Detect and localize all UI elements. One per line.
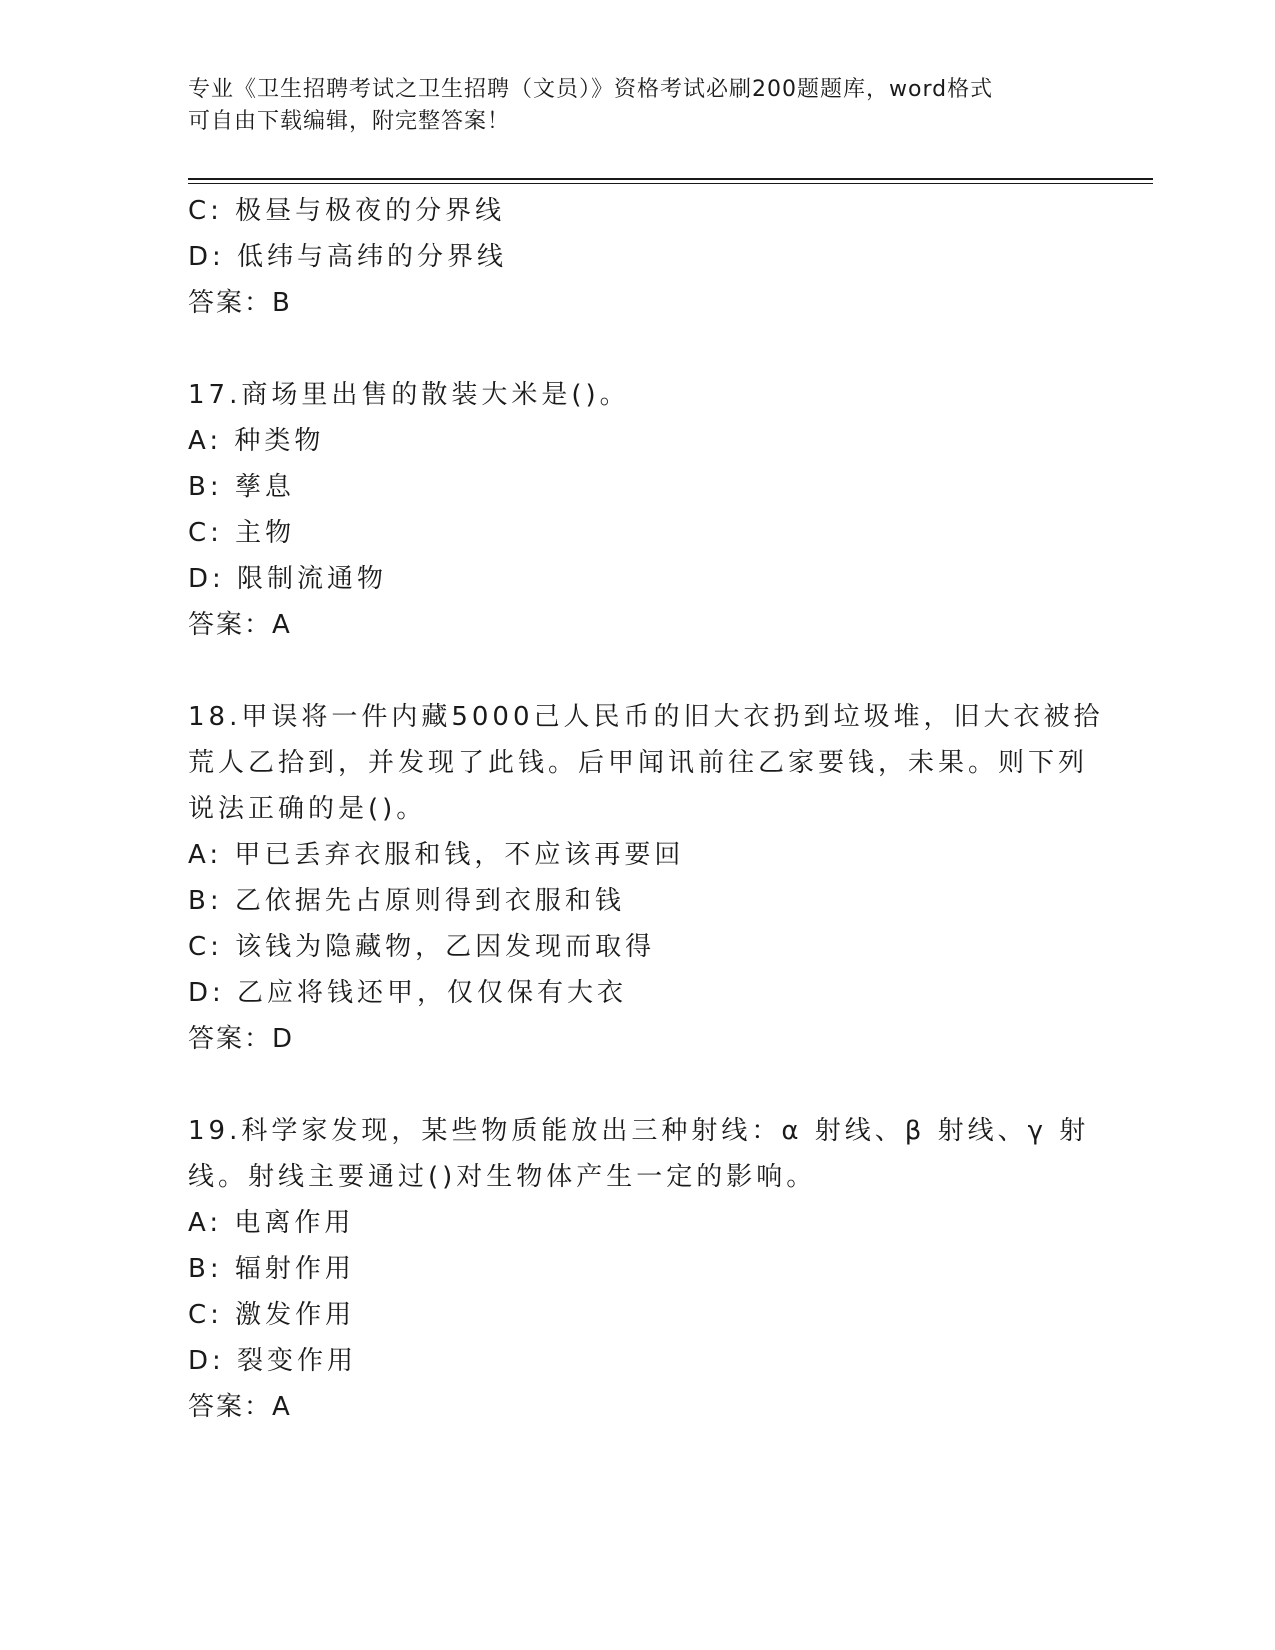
header-divider <box>188 178 1153 180</box>
option-a: A: 种类物 <box>188 426 325 456</box>
spacer <box>188 648 1068 694</box>
option-a: A: 甲已丢弃衣服和钱，不应该再要回 <box>188 840 685 870</box>
spacer <box>188 326 1068 372</box>
option-d: D: 低纬与高纬的分界线 <box>188 242 508 272</box>
question-stem: 线。射线主要通过()对生物体产生一定的影响。 <box>188 1162 817 1192</box>
question-stem: 荒人乙拾到，并发现了此钱。后甲闻讯前往乙家要钱，未果。则下列 <box>188 748 1089 778</box>
option-c: C: 激发作用 <box>188 1300 356 1330</box>
question-18 <box>188 694 1104 1062</box>
option-d: D: 裂变作用 <box>188 1346 358 1376</box>
option-b: B: 辐射作用 <box>188 1254 355 1284</box>
header-title-line-2: 可自由下载编辑，附完整答案！ <box>188 109 511 134</box>
question-stem: 18.甲误将一件内藏5000己人民币的旧大衣扔到垃圾堆，旧大衣被拾 <box>188 702 1104 732</box>
header-title-line-1: 专业《卫生招聘考试之卫生招聘（文员）》资格考试必刷200题题库，word格式 <box>188 77 994 102</box>
page-header <box>188 74 1068 138</box>
prev-question-block <box>188 188 1068 326</box>
answer-line: 答案：D <box>188 1024 295 1054</box>
option-a: A: 电离作用 <box>188 1208 355 1238</box>
header-divider-thin <box>188 183 1153 184</box>
option-d: D: 限制流通物 <box>188 564 388 594</box>
question-stem: 17.商场里出售的散装大米是()。 <box>188 380 630 410</box>
question-stem: 说法正确的是()。 <box>188 794 427 824</box>
option-b: B: 孳息 <box>188 472 295 502</box>
question-content <box>188 188 1104 1430</box>
spacer <box>188 1062 1068 1108</box>
answer-line: 答案：A <box>188 610 292 640</box>
answer-line: 答案：B <box>188 288 292 318</box>
option-c: C: 该钱为隐藏物，乙因发现而取得 <box>188 932 656 962</box>
question-19 <box>188 1108 1090 1430</box>
option-d: D: 乙应将钱还甲，仅仅保有大衣 <box>188 978 628 1008</box>
question-stem: 19.科学家发现，某些物质能放出三种射线：α 射线、β 射线、γ 射 <box>188 1116 1090 1146</box>
answer-line: 答案：A <box>188 1392 292 1422</box>
option-c: C: 极昼与极夜的分界线 <box>188 196 506 226</box>
option-b: B: 乙依据先占原则得到衣服和钱 <box>188 886 625 916</box>
option-c: C: 主物 <box>188 518 296 548</box>
question-17 <box>188 372 1068 648</box>
